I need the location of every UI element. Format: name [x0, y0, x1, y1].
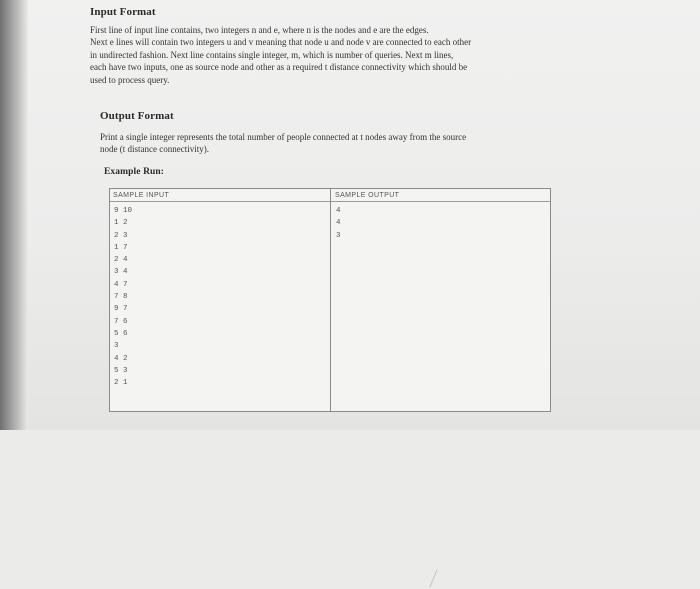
sample-input-line: 7 6 — [114, 317, 128, 326]
sample-input-line: 4 2 — [114, 354, 128, 363]
input-format-paragraph — [90, 24, 560, 86]
header-underline — [331, 201, 550, 202]
input-format-heading: Input Format — [90, 6, 156, 18]
sample-input-line: 5 3 — [114, 366, 128, 375]
sample-input-line: 9 7 — [114, 305, 128, 314]
sample-input-line: 2 1 — [114, 379, 128, 388]
output-format-heading: Output Format — [100, 110, 174, 122]
sample-input-line: 9 10 — [114, 207, 133, 215]
sample-input-line: 3 4 — [114, 268, 128, 277]
table-column-divider — [330, 189, 331, 411]
sample-input-list — [114, 205, 132, 389]
sample-input-line: 1 2 — [114, 219, 128, 228]
sample-input-line: 5 6 — [114, 329, 128, 338]
sample-io-table — [109, 188, 551, 412]
input-format-line: in undirected fashion. Next line contains single integer, m, which is number of queries. Next m lines, — [90, 49, 454, 60]
input-format-line: Next e lines will contain two integers u and v meaning that node u and node v are connected to each other — [90, 37, 472, 48]
sample-output-line: 4 — [336, 219, 341, 228]
sample-output-line: 4 — [336, 207, 341, 215]
sample-input-line: 7 8 — [114, 293, 128, 302]
header-underline — [110, 201, 330, 202]
example-run-heading: Example Run: — [104, 167, 165, 177]
output-format-paragraph — [100, 131, 550, 155]
sample-output-line: 3 — [336, 231, 341, 240]
sample-output-list — [336, 205, 341, 242]
output-format-line: Print a single integer represents the total number of people connected at t nodes away from the source — [100, 132, 467, 142]
pen-mark — [428, 569, 440, 589]
input-format-line: First line of input line contains, two integers n and e, where n is the nodes and e are the edges. — [90, 25, 429, 35]
left-shadow-edge — [0, 0, 28, 430]
sample-input-line: 2 3 — [114, 231, 128, 240]
sample-input-line: 4 7 — [114, 280, 128, 289]
sample-input-line: 3 — [114, 342, 119, 351]
output-format-line: node (t distance connectivity). — [100, 144, 209, 154]
input-format-line: each have two inputs, one as source node and other as a required t distance connectivity which should be — [90, 62, 468, 73]
sample-input-line: 1 7 — [114, 243, 128, 252]
sample-input-line: 2 4 — [114, 256, 128, 265]
sample-output-header: SAMPLE OUTPUT — [335, 192, 400, 199]
sample-input-header: SAMPLE INPUT — [113, 192, 170, 199]
input-format-line: used to process query. — [90, 74, 170, 85]
